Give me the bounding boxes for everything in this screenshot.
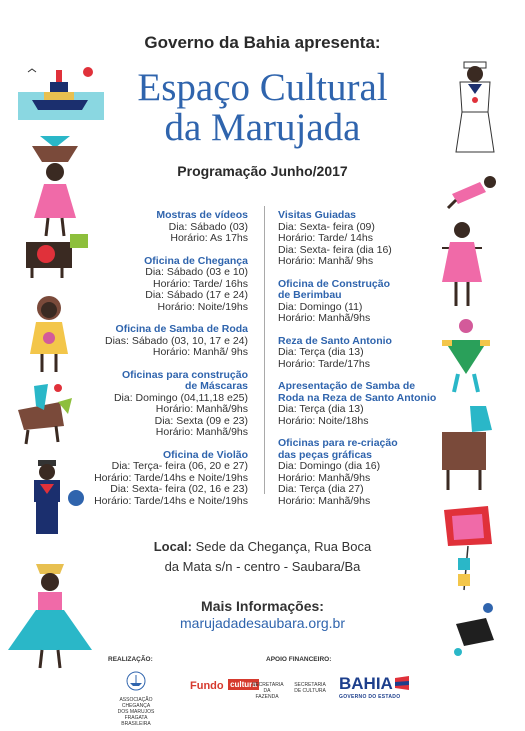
- activity-title: Oficinas para construção: [121, 368, 248, 381]
- schedule-block: [278, 279, 438, 325]
- schedule-block: [278, 210, 438, 268]
- schedule-line: Dia: Terça (dia 27): [278, 483, 364, 495]
- schedule-line: Dia: Sábado (03 e 10): [145, 266, 248, 278]
- schedule-block: [78, 210, 248, 245]
- secretaria-fazenda-logo: [252, 682, 282, 700]
- schedule-line: Horário: Manhã/ 9hs: [152, 346, 248, 358]
- sailor-man-illustration: [22, 458, 86, 538]
- activity-title: Mostras de vídeos: [156, 209, 248, 221]
- presenter-heading: Governo da Bahia apresenta:: [144, 33, 381, 52]
- governo-estado-text: GOVERNO DO ESTADO: [339, 694, 401, 700]
- schedule-right-column: [278, 210, 438, 518]
- schedule-line: Dia: Sábado (03): [168, 220, 248, 233]
- schedule-line: Horário: Tarde/ 14hs: [278, 232, 373, 244]
- schedule-block: [78, 324, 248, 359]
- activity-title: Visitas Guiadas: [278, 209, 357, 221]
- activity-title: Oficina de Violão: [163, 448, 248, 461]
- activity-title: de Berimbau: [278, 289, 342, 301]
- program-subtitle: Programação Junho/2017: [177, 163, 348, 179]
- schedule-line: Dia: Domingo (dia 16): [278, 460, 381, 472]
- association-logo: [116, 670, 156, 727]
- schedule-line: Horário: Tarde/ 16hs: [153, 277, 248, 290]
- schedule-line: Horário: Manhã/ 9hs: [278, 255, 374, 267]
- girl-yellow-dress-illustration: [24, 294, 74, 374]
- schedule-line: Dia: Terça (dia 13): [278, 403, 364, 415]
- schedule-block: [78, 450, 248, 508]
- location-line-1: [0, 537, 525, 557]
- title-line-2: da Marujada: [164, 106, 361, 149]
- schedule-block: [78, 370, 248, 439]
- activity-title: Apresentação de Samba de: [278, 380, 416, 392]
- schedule-block: [278, 336, 438, 371]
- schedule-line: Dia: Domingo (11): [278, 300, 363, 313]
- schedule-line: Horário: Manhã/9hs: [155, 403, 248, 415]
- schedule-line: Horário: Manhã/9hs: [155, 426, 248, 438]
- fundo-cultura-badge: cultura: [230, 680, 257, 690]
- activity-title: Oficina de Construção: [278, 277, 391, 290]
- schedule-block: [278, 381, 438, 427]
- association-text: ASSOCIAÇÃO CHEGANÇA DOS MARUJOS FRAGATA BRASILEIRA: [117, 697, 155, 727]
- location-text: [0, 537, 525, 577]
- activity-title: Oficinas para re-criação: [278, 437, 398, 449]
- secretaria-cultura-text: SECRETARIA DE CULTURA: [294, 682, 326, 694]
- column-divider: [264, 206, 265, 494]
- animal-cyan-head-illustration: [436, 402, 500, 494]
- page-title: [0, 68, 525, 148]
- realizacao-label: REALIZAÇÃO:: [108, 656, 153, 663]
- schedule-line: Dia: Terça- feira (06, 20 e 27): [111, 460, 248, 472]
- schedule-line: Horário: Manhã/9hs: [278, 494, 371, 507]
- fundo-text: Fundo: [190, 680, 224, 692]
- girl-pink-illustration: [438, 220, 486, 310]
- secretaria-cultura-logo: [293, 682, 327, 694]
- apoio-label: APOIO FINANCEIRO:: [266, 656, 332, 663]
- horse-rider-illustration: [14, 380, 80, 446]
- schedule-line: Dias: Sábado (03, 10, 17 e 24): [104, 334, 248, 347]
- schedule-line: Horário: Tarde/14hs e Noite/19hs: [94, 494, 248, 507]
- info-title: Mais Informações:: [201, 598, 324, 614]
- schedule-line: Dia: Sexta- feira (09): [278, 220, 375, 233]
- schedule-line: Dia: Sexta- feira (dia 16): [278, 243, 392, 256]
- schedule-line: Dia: Sábado (17 e 24): [145, 289, 248, 301]
- schedule-line: Horário: Noite/19hs: [157, 300, 248, 313]
- governo-bahia-logo: [339, 674, 409, 700]
- association-emblem-icon: [116, 670, 156, 692]
- schedule-line: Horário: As 17hs: [170, 232, 248, 244]
- location-address-1: Sede da Chegança, Rua Boca: [192, 539, 372, 554]
- schedule-left-column: [78, 210, 248, 518]
- bahia-wordmark: BAHIA: [339, 674, 393, 693]
- schedule-line: Horário: Tarde/17hs: [278, 357, 371, 370]
- schedule-line: Dia: Sexta- feira (02, 16 e 23): [110, 483, 248, 495]
- activity-title: Reza de Santo Antonio: [278, 334, 392, 347]
- activity-title: das peças gráficas: [278, 448, 372, 461]
- activity-title: Oficina de Samba de Roda: [115, 323, 248, 335]
- schedule-line: Horário: Manhã/9hs: [278, 312, 371, 324]
- secretaria-fazenda-text: SECRETARIA DA FAZENDA: [252, 682, 284, 700]
- activity-title: Oficina de Chegança: [144, 254, 248, 267]
- title-line-1: Espaço Cultural: [137, 66, 388, 109]
- schedule-block: [278, 438, 438, 507]
- schedule-line: Dia: Domingo (04,11,18 e25): [113, 391, 248, 404]
- schedule-line: Horário: Tarde/14hs e Noite/19hs: [94, 471, 248, 484]
- location-label: Local:: [153, 539, 193, 554]
- schedule-line: Horário: Noite/18hs: [278, 414, 369, 427]
- bahia-flag-icon: [395, 676, 409, 690]
- activity-title: Roda na Reza de Santo Antonio: [278, 391, 437, 404]
- schedule-line: Dia: Terça (dia 13): [278, 346, 364, 358]
- figure-green-triangle-illustration: [438, 318, 494, 394]
- schedule-block: [78, 256, 248, 314]
- schedule-line: Horário: Manhã/9hs: [278, 471, 371, 484]
- schedule-line: Dia: Sexta (09 e 23): [154, 414, 248, 427]
- location-line-2: da Mata s/n - centro - Saubara/Ba: [164, 559, 361, 574]
- info-url-link[interactable]: marujadadesaubara.org.br: [180, 615, 345, 631]
- fundo-cultura-logo: [190, 676, 259, 694]
- activity-title: de Máscaras: [184, 380, 248, 392]
